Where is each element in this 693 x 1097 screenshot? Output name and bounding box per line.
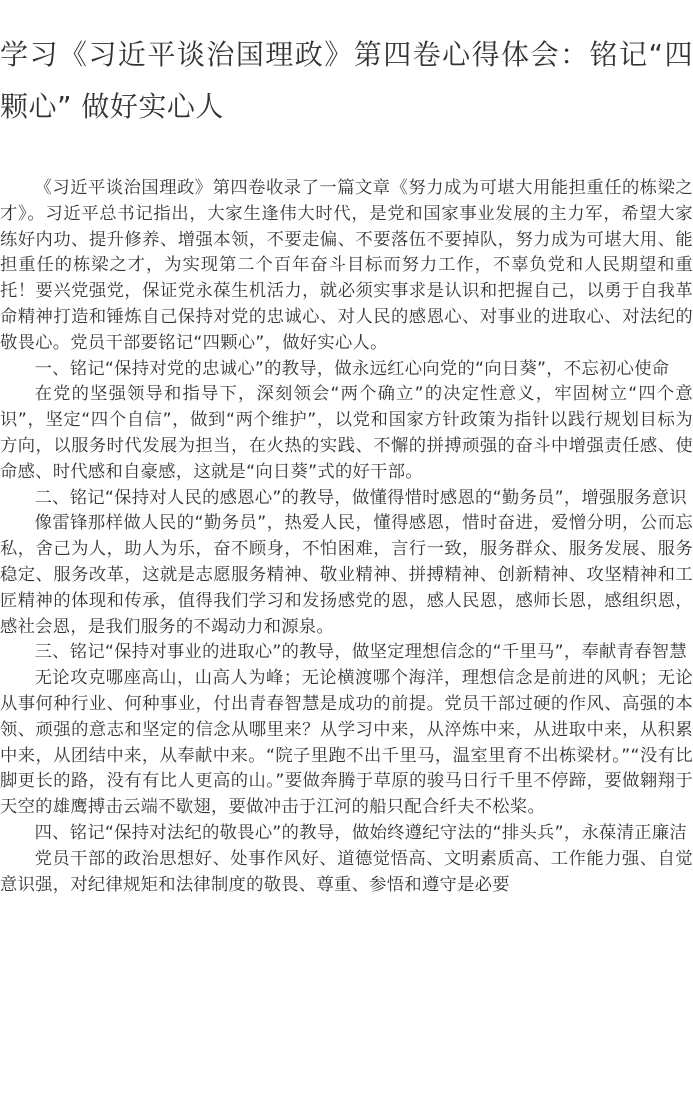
article-title: 学习《习近平谈治国理政》第四卷心得体会：铭记“四颗心” 做好实心人 xyxy=(0,38,693,123)
section-heading-3: 三、铭记“保持对事业的进取心”的教导，做坚定理想信念的“千里马”，奉献青春智慧 xyxy=(34,642,687,663)
section-paragraph-4: 党员干部的政治思想好、处事作风好、道德觉悟高、文明素质高、工作能力强、自觉意识强，对纪律规矩和法律制度的敬畏、尊重、参悟和遵守是必要 xyxy=(0,848,693,895)
section-heading-1: 一、铭记“保持对党的忠诚心”的教导，做永远红心向党的“向日葵”，不忘初心使命 xyxy=(34,358,670,379)
intro-paragraph: 《习近平谈治国理政》第四卷收录了一篇文章《努力成为可堪大用能担重任的栋梁之才》。习近平总书记指出，大家生逢伟大时代，是党和国家事业发展的主力军，希望大家练好内功、提升修养、增强本领，不要走偏、不要落伍不要掉队，努力成为可堪大用、能担重任的栋梁之才，为实现第二个百年奋斗目标而努力工作，不辜负党和人民期望和重托！要兴党强党，保证党永葆生机活力，就必须实事求是认识和把握自己，以勇于自我革命精神打造和锤炼自己保持对党的忠诚心、对人民的感恩心、对事业的进取心、对法纪的敬畏心。党员干部要铭记“四颗心”，做好实心人。 xyxy=(0,178,693,353)
section-paragraph-3: 无论攻克哪座高山，山高人为峰；无论横渡哪个海洋，理想信念是前进的风帆；无论从事何种行业、何种事业，付出青春智慧是成功的前提。党员干部过硬的作风、高强的本领、顽强的意志和坚定的信念从哪里来？从学习中来，从淬炼中来，从进取中来，从积累中来，从团结中来，从奉献中来。“院子里跑不出千里马，温室里育不出栋梁材。”“没有比脚更长的路，没有有比人更高的山。”要做奔腾于草原的骏马日行千里不停蹄，要做翱翔于天空的雄鹰搏击云端不歇翅，要做冲击于江河的船只配合纤夫不松桨。 xyxy=(0,668,693,818)
section-paragraph-1: 在党的坚强领导和指导下，深刻领会“两个确立”的决定性意义，牢固树立“四个意识”，坚定“四个自信”，做到“两个维护”，以党和国家方针政策为指针以践行规划目标为方向，以服务时代发展为担当，在火热的实践、不懈的拼搏顽强的奋斗中增强责任感、使命感、时代感和自豪感，这就是“向日葵”式的好干部。 xyxy=(0,384,693,482)
article-body xyxy=(0,176,693,898)
section-heading-4: 四、铭记“保持对法纪的敬畏心”的教导，做始终遵纪守法的“排头兵”，永葆清正廉洁 xyxy=(34,822,687,843)
section-paragraph-2: 像雷锋那样做人民的“勤务员”，热爱人民，懂得感恩，惜时奋进，爱憎分明，公而忘私，舍己为人，助人为乐，奋不顾身，不怕困难，言行一致，服务群众、服务发展、服务稳定、服务改革，这就是志愿服务精神、敬业精神、拼搏精神、创新精神、攻坚精神和工匠精神的体现和传承，值得我们学习和发扬感党的恩，感人民恩，感师长恩，感组织恩，感社会恩，是我们服务的不竭动力和源泉。 xyxy=(0,513,693,637)
section-heading-2: 二、铭记“保持对人民的感恩心”的教导，做懂得惜时感恩的“勤务员”，增强服务意识 xyxy=(34,487,687,508)
